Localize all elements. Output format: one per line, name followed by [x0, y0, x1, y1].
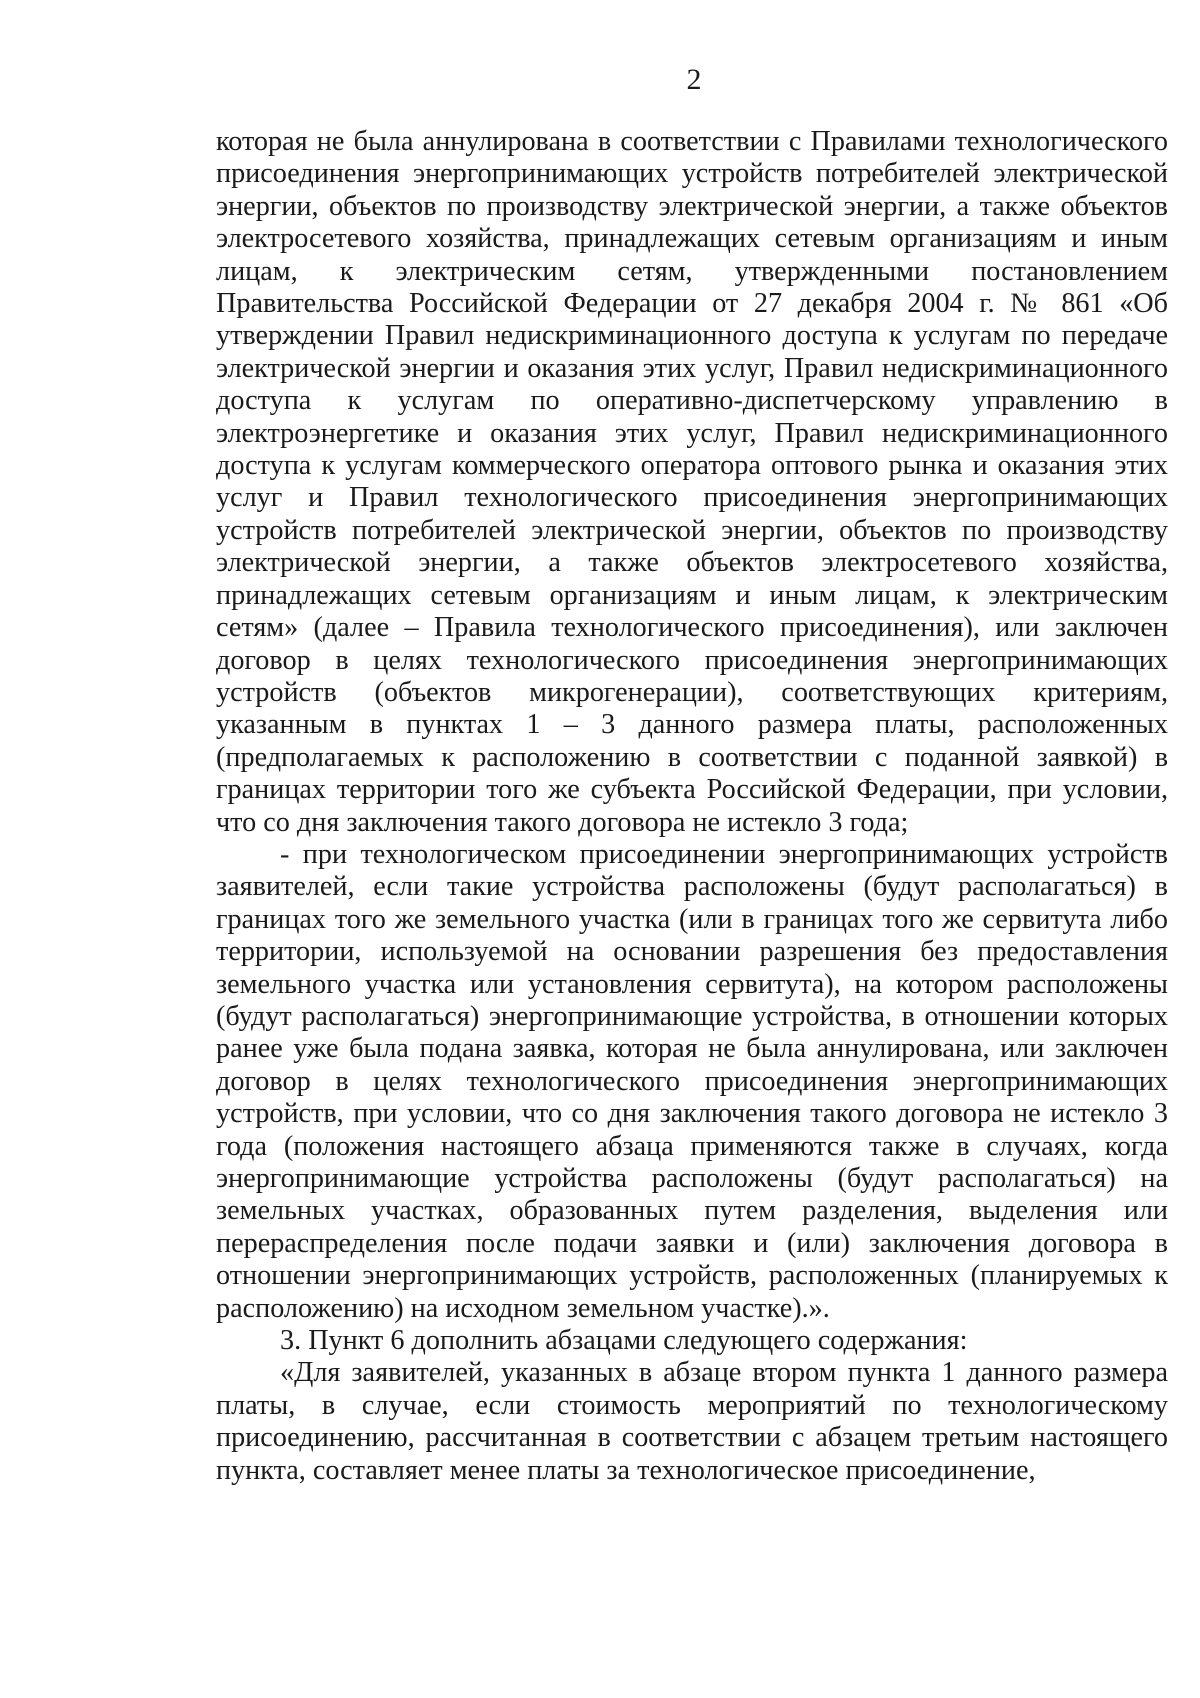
paragraph-continuation: которая не была аннулирована в соответствии с Правилами технологического присоединения энергопринимающих устройств потребителей электрической энергии, объектов по производству электрической энергии, а также объектов электросетевого хозяйства, принадлежащих сетевым организациям и иным лицам, к электрическим сетям, утвержденными постановлением Правительства Российской Федерации от 27 декабря 2004 г. № 861 «Об утверждении Правил недискриминационного доступа к услугам по передаче электрической энергии и оказания этих услуг, Правил недискриминационного доступа к услугам по оперативно-диспетчерскому управлению в электроэнергетике и оказания этих услуг, Правил недискриминационного доступа к услугам коммерческого оператора оптового рынка и оказания этих услуг и Правил технологического присоединения энергопринимающих устройств потребителей электрической энергии, объектов по производству электрической энергии, а также объектов электросетевого хозяйства, принадлежащих сетевым организациям и иным лицам, к электрическим сетям» (далее – Правила технологического присоединения), или заключен договор в целях технологического присоединения энергопринимающих устройств (объектов микрогенерации), соответствующих критериям, указанным в пунктах 1 – 3 данного размера платы, расположенных (предполагаемых к расположению в соответствии с поданной заявкой) в границах территории того же субъекта Российской Федерации, при условии, что со дня заключения такого договора не истекло 3 года;	[216, 126, 1168, 838]
paragraph-point-3: 3. Пункт 6 дополнить абзацами следующего содержания:	[280, 1325, 968, 1357]
paragraph-list-item: - при технологическом присоединении энергопринимающих устройств заявителей, если такие устройства расположены (будут располагаться) в границах того же земельного участка (или в границах того же сервитута либо территории, используемой на основании разрешения без предоставления земельного участка или установления сервитута), на котором расположены (будут располагаться) энергопринимающие устройства, в отношении которых ранее уже была подана заявка, которая не была аннулирована, или заключен договор в целях технологического присоединения энергопринимающих устройств, при условии, что со дня заключения такого договора не истекло 3 года (положения настоящего абзаца применяются также в случаях, когда энергопринимающие устройства расположены (будут располагаться) на земельных участках, образованных путем разделения, выделения или перераспределения после подачи заявки и (или) заключения договора в отношении энергопринимающих устройств, расположенных (планируемых к расположению) на исходном земельном участке).».	[216, 838, 1168, 1324]
document-body	[216, 126, 1168, 1487]
page-number: 2	[686, 63, 702, 96]
paragraph-quoted-amendment: «Для заявителей, указанных в абзаце втором пункта 1 данного размера платы, в случае, если стоимость мероприятий по технологическому присоединению, рассчитанная в соответствии с абзацем третьим настоящего пункта, составляет менее платы за технологическое присоединение,	[216, 1357, 1168, 1486]
